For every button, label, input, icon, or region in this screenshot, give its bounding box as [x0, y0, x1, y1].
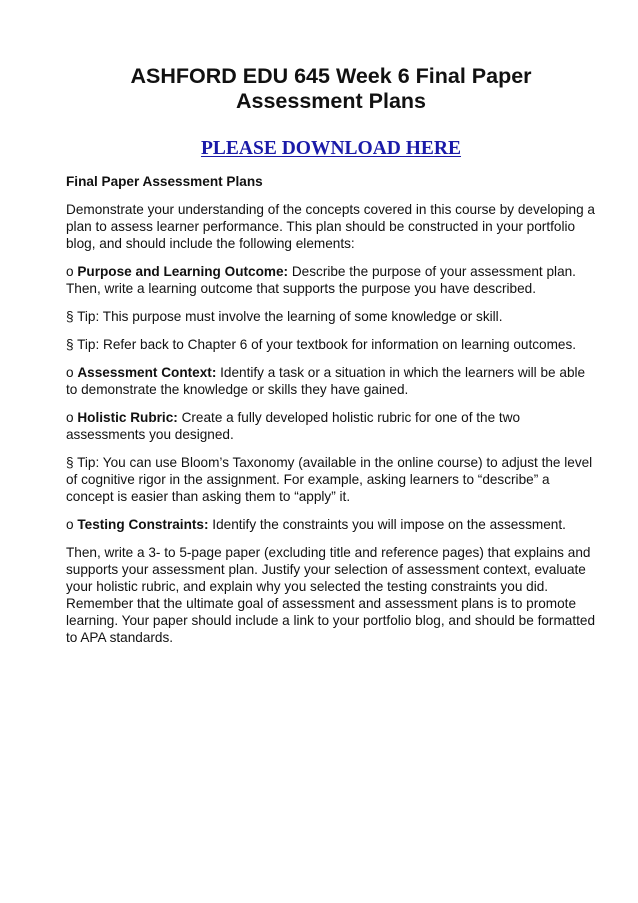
context-item: [66, 364, 598, 398]
rubric-text: Create a fully developed holistic rubric for one of the two assessments you designed.: [66, 410, 521, 442]
tip-1: § Tip: This purpose must involve the learning of some knowledge or skill.: [66, 309, 503, 324]
rubric-label: Holistic Rubric:: [77, 410, 178, 425]
document-body: [66, 173, 598, 657]
purpose-text: Describe the purpose of your assessment plan. Then, write a learning outcome that supports the purpose you have described.: [66, 264, 576, 296]
document-title-line-1: ASHFORD EDU 645 Week 6 Final Paper: [130, 64, 532, 88]
download-link[interactable]: PLEASE DOWNLOAD HERE: [200, 138, 462, 159]
tip-2: § Tip: Refer back to Chapter 6 of your textbook for information on learning outcomes.: [66, 337, 577, 352]
purpose-label: Purpose and Learning Outcome:: [77, 264, 289, 279]
purpose-bullet: o: [66, 264, 78, 279]
section-heading: Final Paper Assessment Plans: [66, 174, 263, 189]
intro-paragraph: Demonstrate your understanding of the concepts covered in this course by developing a plan to assess learner performance. This plan should be constructed in your portfolio blog, and should include the following elements:: [66, 202, 595, 251]
constraints-label: Testing Constraints:: [77, 517, 209, 532]
context-label: Assessment Context:: [77, 365, 217, 380]
constraints-text: Identify the constraints you will impose on the assessment.: [208, 517, 566, 532]
rubric-bullet: o: [66, 410, 78, 425]
document-title-line-2: Assessment Plans: [235, 89, 426, 113]
constraints-item: [66, 516, 598, 533]
tip-3: § Tip: You can use Bloom’s Taxonomy (available in the online course) to adjust the level of cognitive rigor in the assignment. For example, asking learners to “describe” a concept is easier than asking them to “apply” it.: [66, 455, 593, 504]
constraints-bullet: o: [66, 517, 78, 532]
rubric-item: [66, 409, 598, 443]
context-text: Identify a task or a situation in which the learners will be able to demonstrate the knowledge or skills they have gained.: [66, 365, 586, 397]
context-bullet: o: [66, 365, 78, 380]
purpose-item: [66, 263, 598, 297]
closing-paragraph: Then, write a 3- to 5-page paper (excluding title and reference pages) that explains and supports your assessment plan. Justify your selection of assessment context, evaluate your holistic rubric, and explain why you selected the testing constraints you did. Remember that the ultimate goal of assessment and assessment plans is to promote learning. Your paper should include a link to your portfolio blog, and should be formatted to APA standards.: [66, 545, 596, 645]
